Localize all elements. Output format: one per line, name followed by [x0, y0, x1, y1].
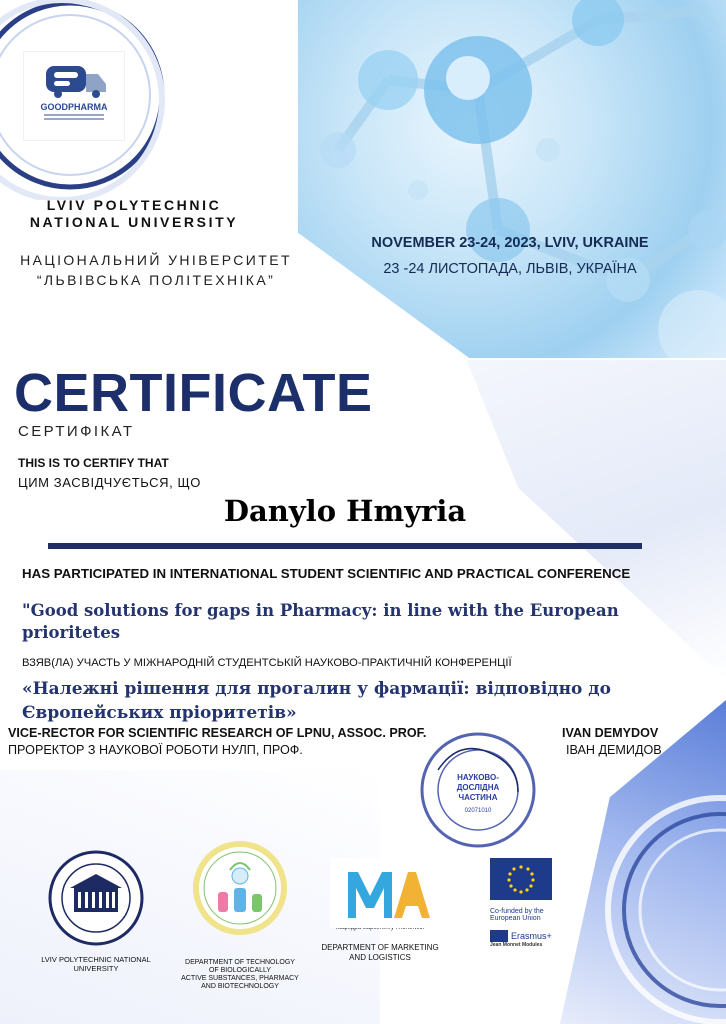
signer-name-ua: ІВАН ДЕМИДОВ — [566, 743, 662, 757]
dept-technology-line-1: DEPARTMENT OF TECHNOLOGY — [185, 959, 295, 966]
erasmus-flag-icon — [490, 930, 508, 942]
dept-technology-line-2: OF BIOLOGICALLY — [208, 967, 272, 974]
dept-technology-line-3: ACTIVE SUBSTANCES, PHARMACY — [181, 975, 299, 982]
lpnu-logo — [40, 848, 152, 980]
jean-monnet-label: Jean Monnet Modules — [490, 942, 543, 948]
eu-cofunded-line-2: European Union — [490, 915, 541, 922]
logo-text: GOODPHARMA — [40, 102, 108, 112]
event-date-ua: 23 -24 ЛИСТОПАДА, ЛЬВІВ, УКРАЇНА — [383, 261, 637, 277]
certify-text-ua: ЦИМ ЗАСВІДЧУЄТЬСЯ, ЩО — [18, 475, 202, 490]
participation-text-en: HAS PARTICIPATED IN INTERNATIONAL STUDENT SCIENTIFIC AND PRACTICAL CONFERENCE — [22, 566, 631, 581]
university-name-ua: НАЦІОНАЛЬНИЙ УНІВЕРСИТЕТ “ЛЬВІВСЬКА ПОЛІТЕХНІКА” — [20, 252, 292, 288]
eu-erasmus-logo — [490, 858, 574, 968]
certificate-subtitle: СЕРТИФІКАТ — [18, 423, 135, 440]
goodpharma-logo — [24, 52, 124, 140]
decorative-rings-bottom-right — [570, 780, 726, 1024]
dept-technology-logo — [178, 840, 302, 990]
vice-rector-title-ua: ПРОРЕКТОР З НАУКОВОЇ РОБОТИ НУЛП, ПРОФ. — [8, 743, 303, 757]
molecule-image — [298, 0, 726, 358]
conference-topic-ua: «Належні рішення для прогалин у фармації: відповідно до Європейських пріоритетів» — [22, 679, 611, 723]
dept-marketing-line-1: DEPARTMENT OF MARKETING — [321, 943, 439, 952]
lpnu-label: LVIV POLYTECHNIC NATIONAL UNIVERSITY — [41, 955, 151, 973]
eu-cofunded-line-1: Co-funded by the — [490, 908, 544, 915]
ma-mark — [330, 858, 430, 928]
dept-marketing-line-2: AND LOGISTICS — [349, 953, 411, 962]
erasmus-label: Erasmus+ — [511, 931, 552, 941]
dept-technology-line-4: AND BIOTECHNOLOGY — [201, 983, 279, 990]
dept-marketing-logo — [318, 858, 442, 978]
certify-text-en: THIS IS TO CERTIFY THAT — [18, 456, 169, 470]
participation-text-ua: ВЗЯВ(ЛА) УЧАСТЬ У МІЖНАРОДНІЙ СТУДЕНТСЬКІЙ НАУКОВО-ПРАКТИЧНІЙ КОНФЕРЕНЦІЇ — [22, 657, 512, 669]
eu-flag — [490, 858, 552, 900]
official-stamp — [418, 730, 538, 850]
vice-rector-title-en: VICE-RECTOR FOR SCIENTIFIC RESEARCH OF LPNU, ASSOC. PROF. — [8, 726, 427, 740]
university-name-en: LVIV POLYTECHNIC NATIONAL UNIVERSITY — [29, 197, 239, 230]
conference-topic-en: "Good solutions for gaps in Pharmacy: in line with the European prioritetes — [22, 601, 619, 642]
recipient-name: Danylo Hmyria — [223, 494, 467, 528]
name-underline — [48, 543, 642, 549]
svg-text:ЧАСТИНА: ЧАСТИНА — [458, 793, 498, 802]
signer-name-en: IVAN DEMYDOV — [562, 726, 659, 740]
svg-text:НАУКОВО-: НАУКОВО- — [457, 773, 499, 782]
event-date-en: NOVEMBER 23-24, 2023, LVIV, UKRAINE — [371, 235, 649, 251]
svg-text:ДОСЛІДНА: ДОСЛІДНА — [456, 783, 500, 792]
certificate-title: CERTIFICATE — [14, 363, 373, 423]
svg-text:02071010: 02071010 — [464, 808, 492, 814]
